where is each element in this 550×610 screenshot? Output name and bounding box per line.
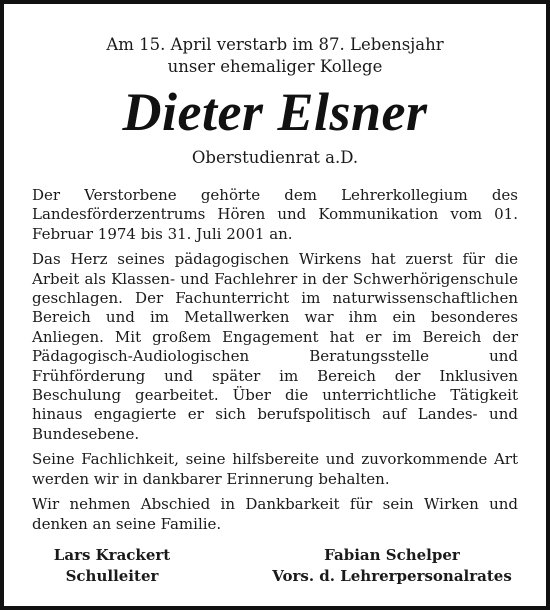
paragraph-remembrance: Seine Fachlichkeit, seine hilfsbereite und zuvorkommende Art werden wir in dankbarer Erinnerung behalten.	[32, 450, 518, 488]
body-text	[32, 186, 518, 540]
signature-principal	[32, 545, 192, 587]
paragraph-service-period: Der Verstorbene gehörte dem Lehrerkollegium des Landesförderzentrums Hören und Kommunikation vom 01. Februar 1974 bis 31. Juli 2001 an.	[32, 186, 518, 243]
signature-staff-council	[252, 545, 532, 587]
deceased-title: Oberstudienrat a.D.	[191, 148, 359, 167]
deceased-name: Dieter Elsner	[122, 82, 428, 142]
paragraph-career: Das Herz seines pädagogischen Wirkens hat zuerst für die Arbeit als Klassen- und Fachlehrer in der Schwerhörigenschule geschlagen. Der Fachunterricht im naturwissenschaftlichen Bereich und im Metallwerken war ihm ein besonderes Anliegen. Mit großem Engagement hat er im Bereich der Pädagogisch-Audiologischen Beratungsstelle und Frühförderung und später im Bereich der Inklusiven Beschulung gearbeitet. Über die unterrichtliche Tätigkeit hinaus engagierte er sich berufspolitisch auf Landes- und Bundesebene.	[32, 250, 518, 443]
intro-line-1: Am 15. April verstarb im 87. Lebensjahr	[106, 35, 444, 54]
signature-name: Lars Krackert	[53, 546, 171, 564]
signature-role: Schulleiter	[65, 567, 159, 585]
paragraph-farewell: Wir nehmen Abschied in Dankbarkeit für sein Wirken und denken an seine Familie.	[32, 495, 518, 533]
signature-role: Vors. d. Lehrerpersonalrates	[272, 567, 512, 585]
intro-text	[4, 34, 546, 78]
intro-line-2: unser ehemaliger Kollege	[167, 57, 383, 76]
signature-name: Fabian Schelper	[324, 546, 460, 564]
